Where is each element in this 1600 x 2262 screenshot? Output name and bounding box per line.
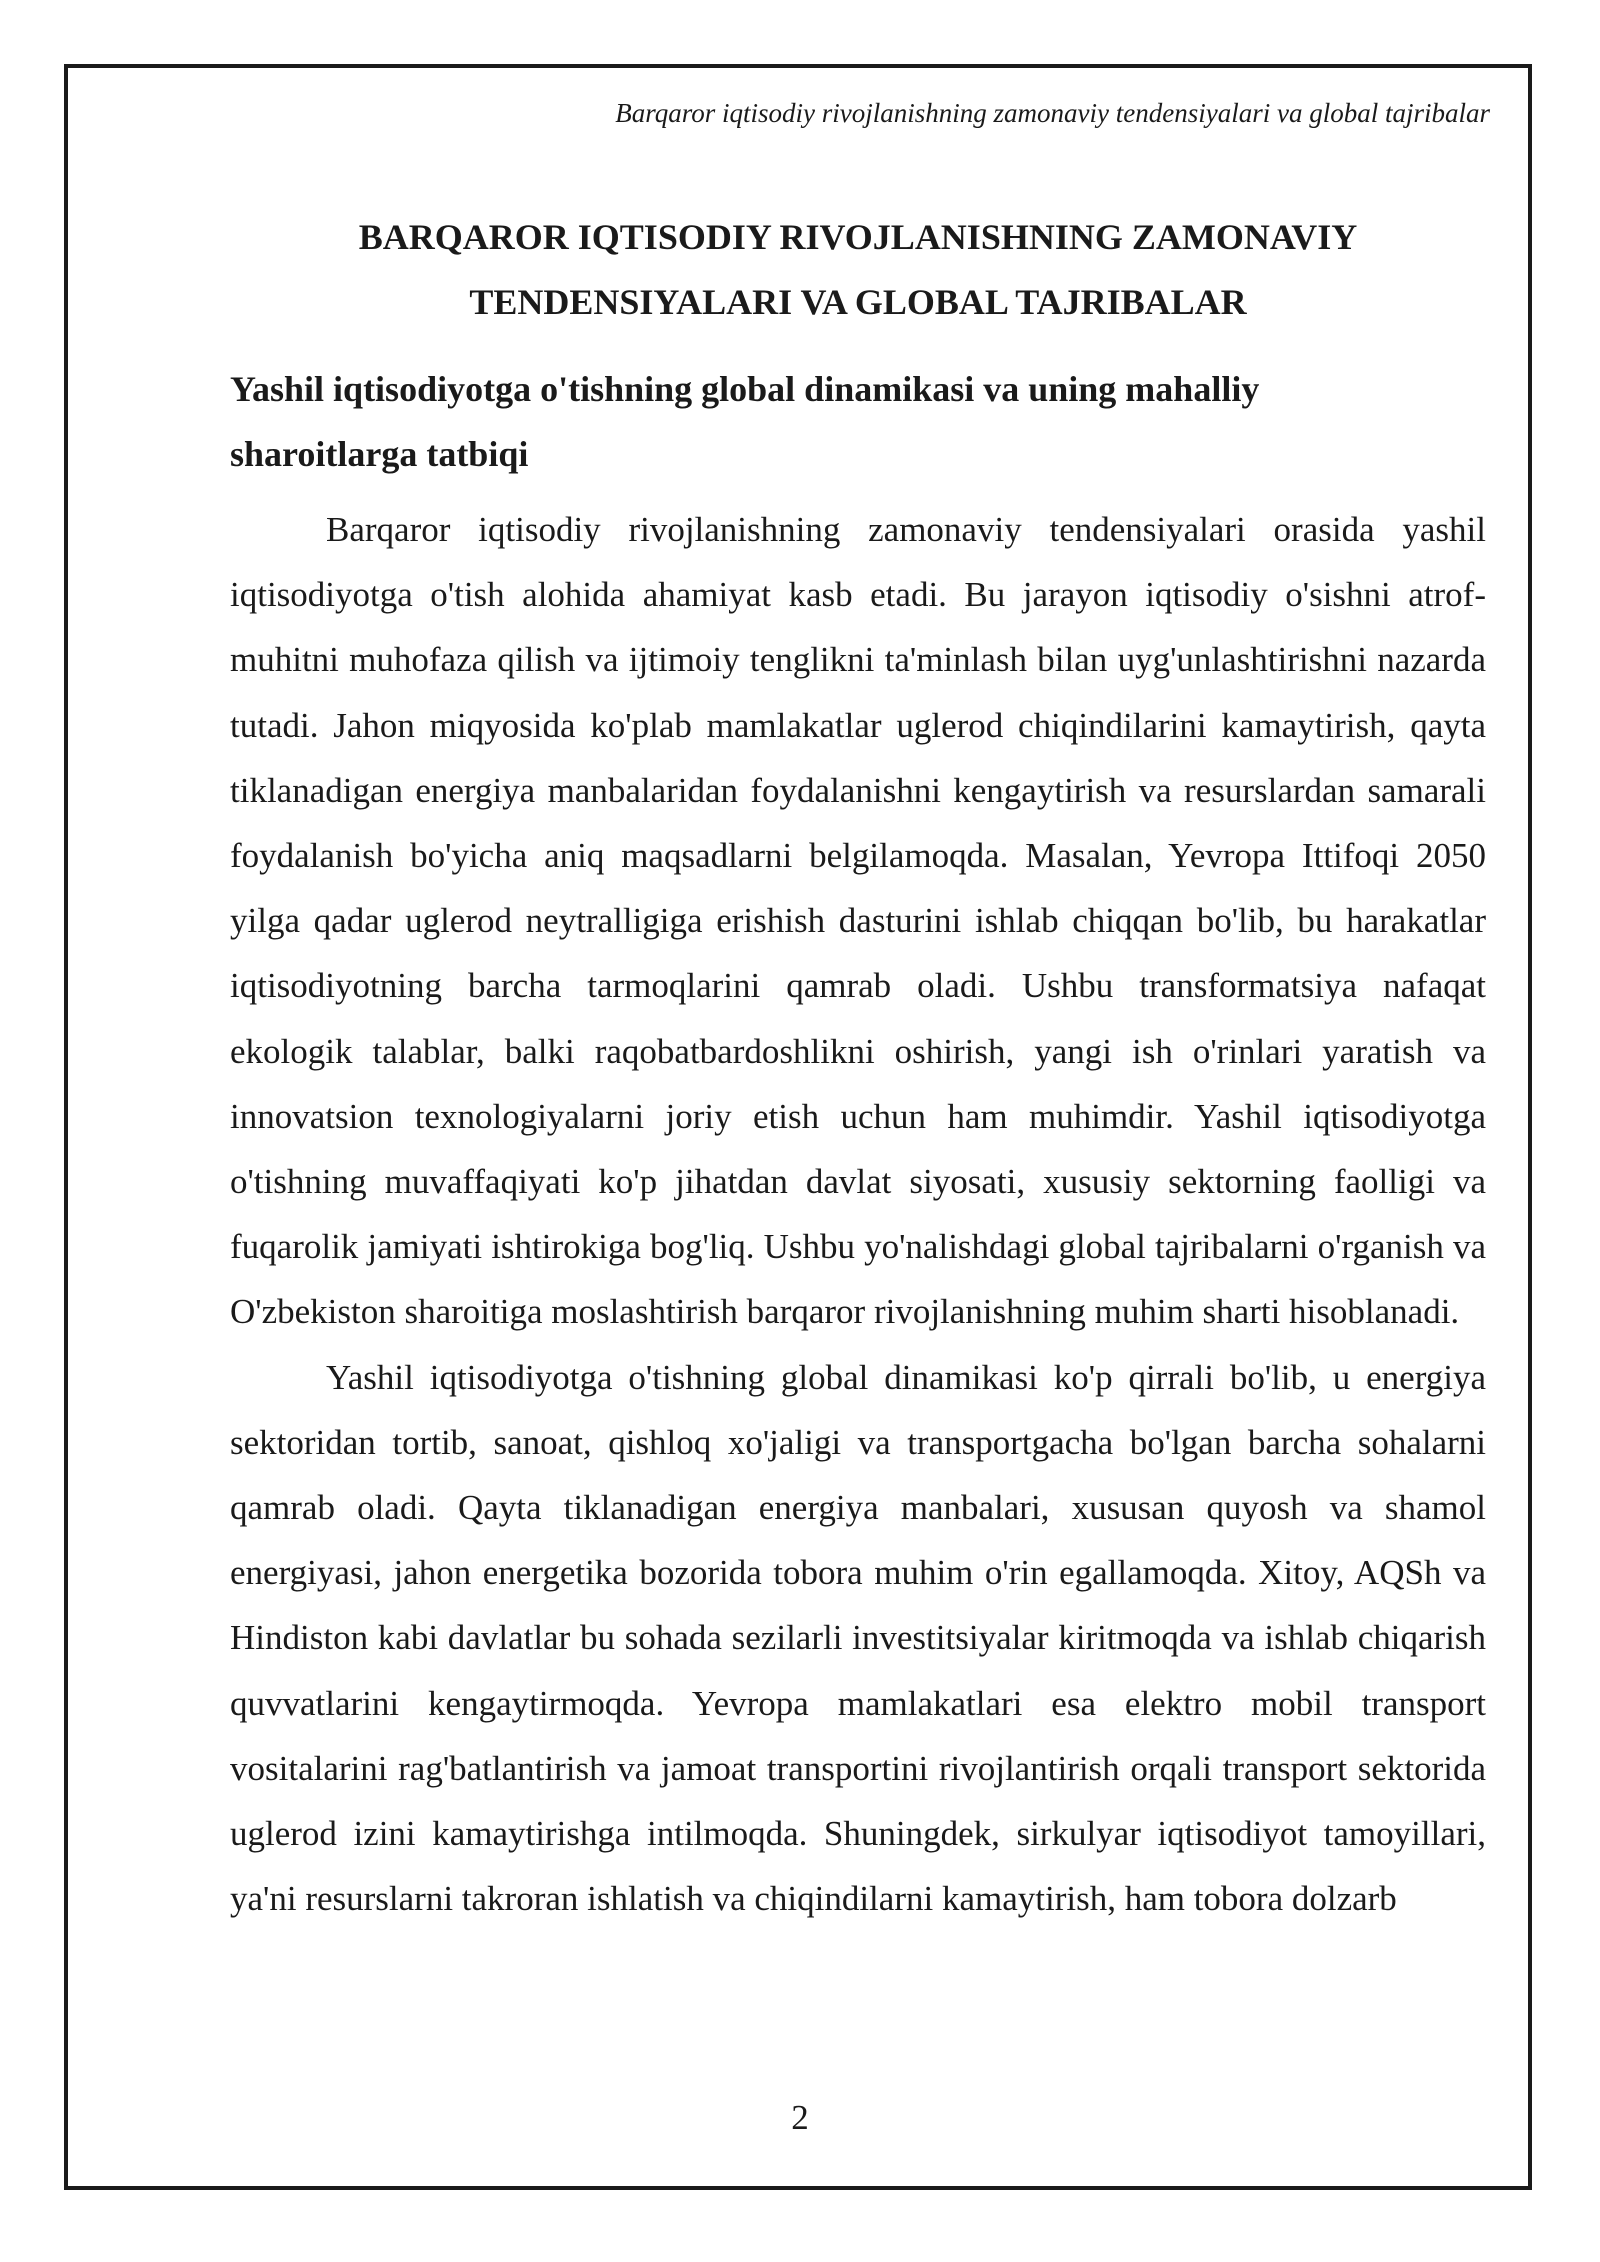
page-number: 2 [791, 2098, 809, 2137]
document-title-line-2: TENDENSIYALARI VA GLOBAL TAJRIBALAR [469, 282, 1247, 322]
document-body [230, 205, 1486, 1931]
document-title-line-1: BARQAROR IQTISODIY RIVOJLANISHNING ZAMONAVIY [358, 217, 1358, 257]
running-header: Barqaror iqtisodiy rivojlanishning zamonaviy tendensiyalari va global tajribalar [615, 98, 1490, 128]
section-title: Yashil iqtisodiyotga o'tishning global dinamikasi va uning mahalliy sharoitlarga tatbiqi [230, 369, 1260, 474]
body-paragraph-2: Yashil iqtisodiyotga o'tishning global dinamikasi ko'p qirrali bo'lib, u energiya sektoridan tortib, sanoat, qishloq xo'jaligi va transportgacha bo'lgan barcha sohalarni qamrab oladi. Qayta tiklanadigan energiya manbalari, xususan quyosh va shamol energiyasi, jahon energetika bozorida tobora muhim o'rin egallamoqda. Xitoy, AQSh va Hindiston kabi davlatlar bu sohada sezilarli investitsiyalar kiritmoqda va ishlab chiqarish quvvatlarini kengaytirmoqda. Yevropa mamlakatlari esa elektro mobil transport vositalarini rag'batlantirish va jamoat transportini rivojlantirish orqali transport sektorida uglerod izini kamaytirishga intilmoqda. Shuningdek, sirkulyar iqtisodiyot tamoyillari, ya'ni resurslarni takroran ishlatish va chiqindilarni kamaytirish, ham tobora dolzarb [230, 1357, 1486, 1919]
document-title [230, 205, 1486, 335]
body-paragraph-1: Barqaror iqtisodiy rivojlanishning zamonaviy tendensiyalari orasida yashil iqtisodiyotga o'tish alohida ahamiyat kasb etadi. Bu jarayon iqtisodiy o'sishni atrof-muhitni muhofaza qilish va ijtimoiy tenglikni ta'minlash bilan uyg'unlashtirishni nazarda tutadi. Jahon miqyosida ko'plab mamlakatlar uglerod chiqindilarini kamaytirish, qayta tiklanadigan energiya manbalaridan foydalanishni kengaytirish va resurslardan samarali foydalanish bo'yicha aniq maqsadlarni belgilamoqda. Masalan, Yevropa Ittifoqi 2050 yilga qadar uglerod neytralligiga erishish dasturini ishlab chiqqan bo'lib, bu harakatlar iqtisodiyotning barcha tarmoqlarini qamrab oladi. Ushbu transformatsiya nafaqat ekologik talablar, balki raqobatbardoshlikni oshirish, yangi ish o'rinlari yaratish va innovatsion texnologiyalarni joriy etish uchun ham muhimdir. Yashil iqtisodiyotga o'tishning muvaffaqiyati ko'p jihatdan davlat siyosati, xususiy sektorning faolligi va fuqarolik jamiyati ishtirokiga bog'liq. Ushbu yo'nalishdagi global tajribalarni o'rganish va O'zbekiston sharoitiga moslashtirish barqaror rivojlanishning muhim sharti hisoblanadi. [230, 510, 1486, 1332]
